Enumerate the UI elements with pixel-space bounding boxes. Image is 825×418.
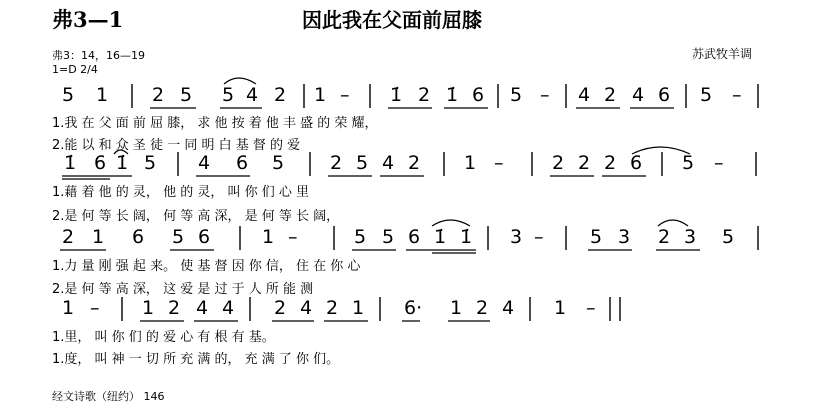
note: 2: [274, 84, 287, 106]
lyric-line-2: 2.是 何 等 高 深， 这 爱 是 过 于 人 所 能 测: [52, 282, 314, 297]
note: 1̇: [460, 226, 473, 248]
note: –: [494, 152, 504, 174]
note: 6: [132, 226, 145, 248]
note: 4: [246, 84, 259, 106]
note: 5: [590, 226, 603, 248]
note: 2: [604, 84, 617, 106]
note: 1: [464, 152, 477, 174]
note: 2: [408, 152, 421, 174]
note: 4: [578, 84, 591, 106]
note: 5: [356, 152, 369, 174]
note: 1: [554, 297, 567, 319]
note: –: [714, 152, 724, 174]
note: 6·: [404, 297, 423, 319]
hymn-number: 弗3—1: [52, 7, 124, 32]
note: 5: [722, 226, 735, 248]
note: 4: [198, 152, 211, 174]
note: –: [90, 297, 100, 319]
note: 1̇: [64, 152, 77, 174]
note: 5: [700, 84, 713, 106]
slurs: [114, 78, 690, 226]
note: 6: [658, 84, 671, 106]
note: 1: [262, 226, 275, 248]
scripture-reference: 弗3：14，16—19: [52, 49, 145, 62]
note: 5: [682, 152, 695, 174]
note: 3: [510, 226, 523, 248]
bar-lines: [122, 84, 758, 321]
note: 2: [326, 297, 339, 319]
note: 4: [502, 297, 515, 319]
note: –: [534, 226, 544, 248]
note: 1: [92, 226, 105, 248]
lyric-line-1: 1.里， 叫 你 们 的 爱 心 有 根 有 基。: [52, 330, 275, 345]
note: 1: [96, 84, 109, 106]
note: 5: [180, 84, 193, 106]
note: –: [340, 84, 350, 106]
note: 1: [62, 297, 75, 319]
note: 1̇: [446, 84, 459, 106]
note: 2: [274, 297, 287, 319]
page-title: 因此我在父面前屈膝: [302, 8, 482, 32]
note: 2: [62, 226, 75, 248]
note: 4: [222, 297, 235, 319]
note: 2: [168, 297, 181, 319]
note: 2: [152, 84, 165, 106]
note: 1̇: [434, 226, 447, 248]
lyric-line-1: 1.力 量 刚 强 起 来。 使 基 督 因 你 信， 住 在 你 心: [52, 259, 361, 274]
note: 6: [472, 84, 485, 106]
note: 1: [142, 297, 155, 319]
note: 1: [450, 297, 463, 319]
key-signature: 1=D 2/4: [52, 63, 98, 76]
note: 3: [618, 226, 631, 248]
note: 4: [632, 84, 645, 106]
note: 5: [272, 152, 285, 174]
note: –: [732, 84, 742, 106]
note: 5: [510, 84, 523, 106]
note: 6: [94, 152, 107, 174]
lyric-line-2: 2.能 以 和 众 圣 徒 一 同 明 白 基 督 的 爱: [52, 138, 301, 153]
lyric-line-1: 1.我 在 父 面 前 屈 膝， 求 他 按 着 他 丰 盛 的 荣 耀，: [52, 116, 378, 131]
rhythm-underlines: [60, 108, 700, 321]
note: –: [540, 84, 550, 106]
note: 4: [300, 297, 313, 319]
note: 6: [630, 152, 643, 174]
note: 4: [196, 297, 209, 319]
note: 2: [658, 226, 671, 248]
lyric-line-2: 1.度， 叫 神 一 切 所 充 满 的， 充 满 了 你 们。: [52, 352, 340, 367]
note: 3: [684, 226, 697, 248]
note: 2: [330, 152, 343, 174]
note: 5: [222, 84, 235, 106]
note: 1̇: [116, 152, 129, 174]
composer-credit: 苏武牧羊调: [692, 47, 753, 61]
note: –: [586, 297, 596, 319]
lyric-line-2: 2.是 何 等 长 阔， 何 等 高 深， 是 何 等 长 阔，: [52, 209, 340, 224]
note: 6: [236, 152, 249, 174]
note: 5: [172, 226, 185, 248]
note: 2: [604, 152, 617, 174]
lyric-line-1: 1.藉 着 他 的 灵， 他 的 灵， 叫 你 们 心 里: [52, 185, 309, 200]
note: –: [288, 226, 298, 248]
note: 5: [144, 152, 157, 174]
note: 5: [354, 226, 367, 248]
note: 1: [314, 84, 327, 106]
note: 5: [382, 226, 395, 248]
note: 2: [552, 152, 565, 174]
note: 6: [198, 226, 211, 248]
note: 4: [382, 152, 395, 174]
note: 6: [408, 226, 421, 248]
note: 2: [578, 152, 591, 174]
note: 2: [418, 84, 431, 106]
footer-source: 经文诗歌（纽约） 146: [52, 390, 165, 403]
note: 2: [476, 297, 489, 319]
note: 1: [352, 297, 365, 319]
note: 5: [62, 84, 75, 106]
note: 1̇: [390, 84, 403, 106]
